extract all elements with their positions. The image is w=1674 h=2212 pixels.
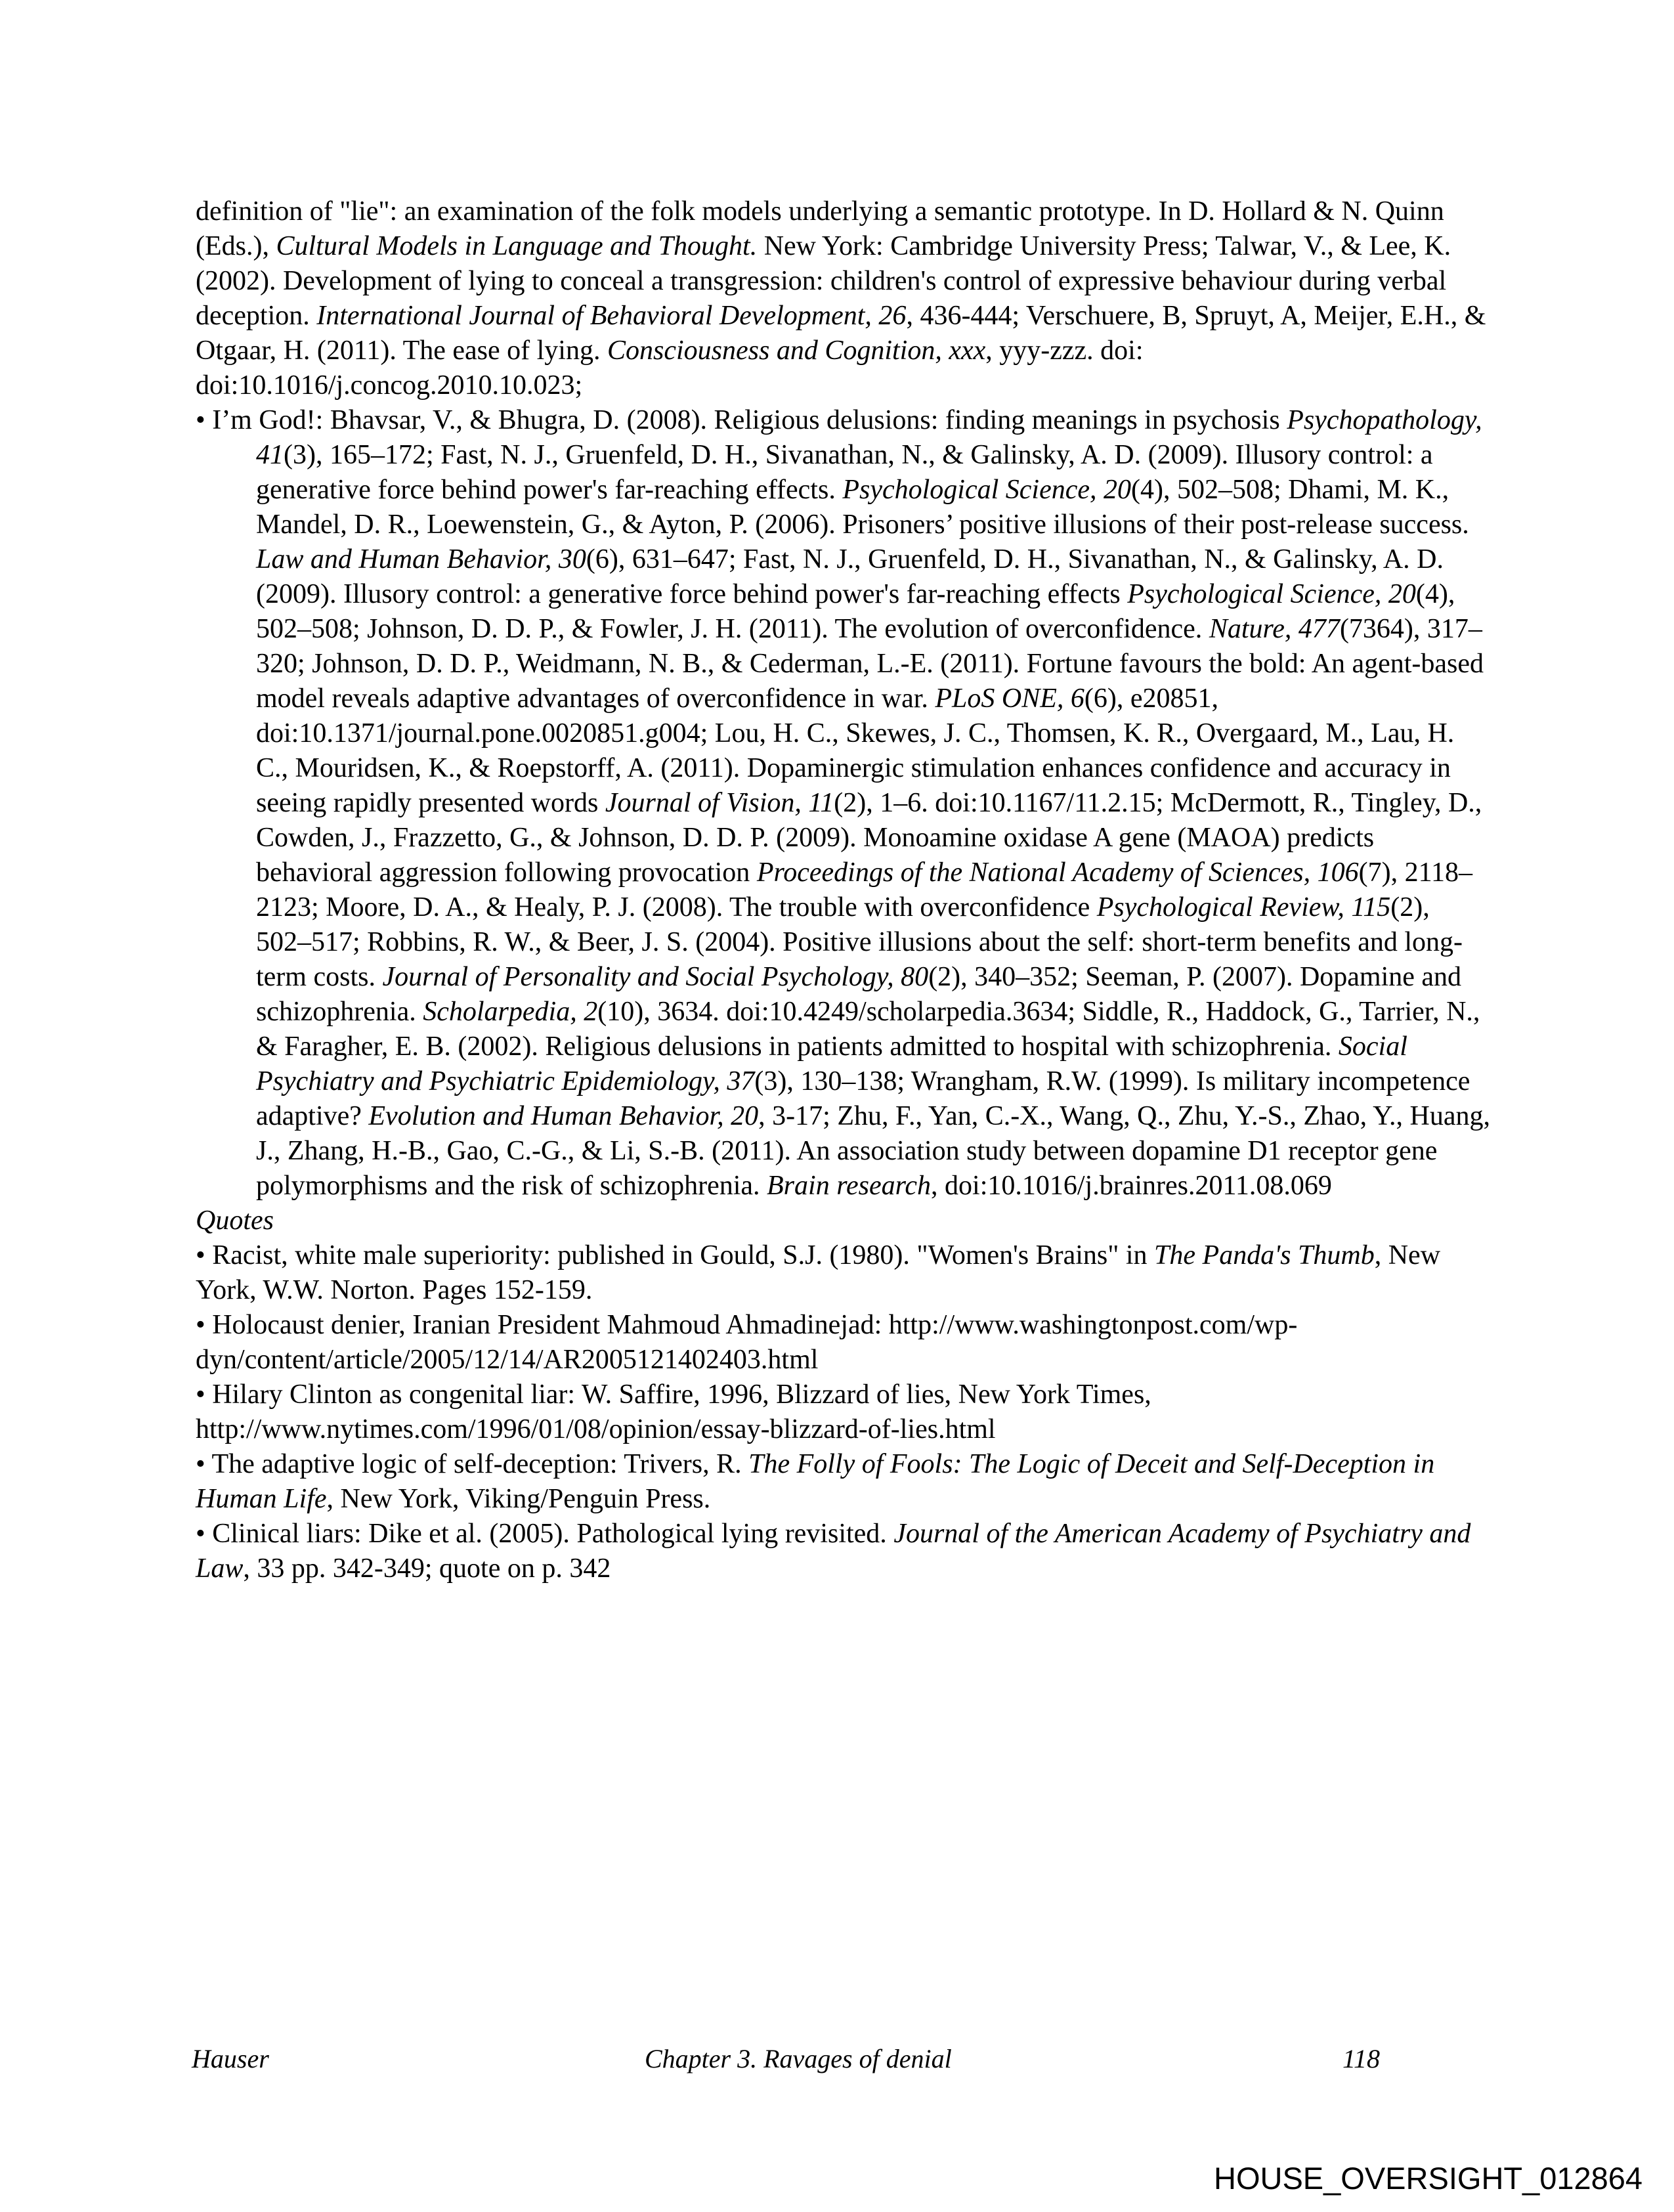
reference-paragraph-im-god: • I’m God!: Bhavsar, V., & Bhugra, D. (2008). Religious delusions: finding meanings in psychosis Psychopathology, 41(3), 165–172; Fast, N. J., Gruenfeld, D. H., Sivanathan, N., & Galinsky, A. D. (2009). Illusory control: a generative force behind power's far-reaching effects. Psychological Science, 20(4), 502–508; Dhami, M. K., Mandel, D. R., Loewenstein, G., & Ayton, P. (2006). Prisoners’ positive illusions of their post-release success. Law and Human Behavior, 30(6), 631–647; Fast, N. J., Gruenfeld, D. H., Sivanathan, N., & Galinsky, A. D. (2009). Illusory control: a generative force behind power's far-reaching effects Psychological Science, 20(4), 502–508; Johnson, D. D. P., & Fowler, J. H. (2011). The evolution of overconfidence. Nature, 477(7364), 317–320; Johnson, D. D. P., Weidmann, N. B., & Cederman, L.-E. (2011). Fortune favours the bold: An agent-based model reveals adaptive advantages of overconfidence in war. PLoS ONE, 6(6), e20851, doi:10.1371/journal.pone.0020851.g004; Lou, H. C., Skewes, J. C., Thomsen, K. R., Overgaard, M., Lau, H. C., Mouridsen, K., & Roepstorff, A. (2011). Dopaminergic stimulation enhances confidence and accuracy in seeing rapidly presented words Journal of Vision, 11(2), 1–6. doi:10.1167/11.2.15; McDermott, R., Tingley, D., Cowden, J., Frazzetto, G., & Johnson, D. D. P. (2009). Monoamine oxidase A gene (MAOA) predicts behavioral aggression following provocation Proceedings of the National Academy of Sciences, 106(7), 2118–2123; Moore, D. A., & Healy, P. J. (2008). The trouble with overconfidence Psychological Review, 115(2), 502–517; Robbins, R. W., & Beer, J. S. (2004). Positive illusions about the self: short-term benefits and long-term costs. Journal of Personality and Social Psychology, 80(2), 340–352; Seeman, P. (2007). Dopamine and schizophrenia. Scholarpedia, 2(10), 3634. doi:10.4249/scholarpedia.3634; Siddle, R., Haddock, G., Tarrier, N., & Faragher, E. B. (2002). Religious delusions in patients admitted to hospital with schizophrenia. Social Psychiatry and Psychiatric Epidemiology, 37(3), 130–138; Wrangham, R.W. (1999). Is military incompetence adaptive? Evolution and Human Behavior, 20, 3-17; Zhu, F., Yan, C.-X., Wang, Q., Zhu, Y.-S., Zhao, Y., Huang, J., Zhang, H.-B., Gao, C.-G., & Li, S.-B. (2011). An association study between dopamine D1 receptor gene polymorphisms and the risk of schizophrenia. Brain research, doi:10.1016/j.brainres.2011.08.069 [196, 405, 1490, 1201]
bates-stamp: HOUSE_OVERSIGHT_012864 [1214, 2161, 1643, 2196]
footer-page-number: 118 [1342, 2044, 1381, 2073]
quote-item-holocaust-denier: • Holocaust denier, Iranian President Mahmoud Ahmadinejad: http://www.washingtonpost.com/wp-dyn/content/article/2005/12/14/AR2005121402403.html [196, 1310, 1298, 1375]
quote-item-clinical-liars: • Clinical liars: Dike et al. (2005). Pathological lying revisited. Journal of the American Academy of Psychiatry and Law, 33 pp. 342-349; quote on p. 342 [196, 1519, 1471, 1584]
quote-item-self-deception: • The adaptive logic of self-deception: Trivers, R. The Folly of Fools: The Logic of Deceit and Self-Deception in Human Life, New York, Viking/Penguin Press. [196, 1449, 1435, 1514]
quote-item-hilary-clinton: • Hilary Clinton as congenital liar: W. Saffire, 1996, Blizzard of lies, New York Times, http://www.nytimes.com/1996/01/08/opinion/essay-blizzard-of-lies.html [196, 1379, 1151, 1444]
footer-chapter-title: Chapter 3. Ravages of denial [645, 2044, 952, 2073]
reference-paragraph-continued: definition of "lie": an examination of the folk models underlying a semantic prototype. In D. Hollard & N. Quinn (Eds.), Cultural Models in Language and Thought. New York: Cambridge University Press; Talwar, V., & Lee, K. (2002). Development of lying to conceal a transgression: children's control of expressive behaviour during verbal deception. International Journal of Behavioral Development, 26, 436-444; Verschuere, B, Spruyt, A, Meijer, E.H., & Otgaar, H. (2011). The ease of lying. Consciousness and Cognition, xxx, yyy-zzz. doi: doi:10.1016/j.concog.2010.10.023; [196, 196, 1486, 401]
footer-author: Hauser [192, 2044, 269, 2073]
page-body-text [196, 194, 1490, 1586]
quotes-section-heading: Quotes [196, 1205, 274, 1236]
quote-item-racist: • Racist, white male superiority: published in Gould, S.J. (1980). "Women's Brains" in The Panda's Thumb, New York, W.W. Norton. Pages 152-159. [196, 1240, 1441, 1305]
